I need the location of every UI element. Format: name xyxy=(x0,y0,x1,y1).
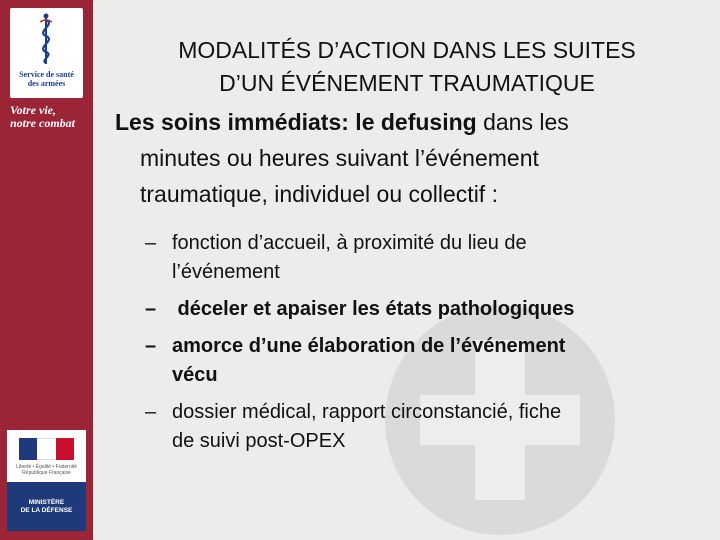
logo-caption: Service de santé des armées xyxy=(19,70,74,88)
bullet-dash: – xyxy=(145,335,157,357)
caduceus-icon xyxy=(10,8,83,70)
bullet-line: l’événement xyxy=(172,261,280,283)
ministry-logo xyxy=(7,430,86,531)
slide-title xyxy=(112,34,702,100)
list-item xyxy=(145,295,705,324)
motto-line: notre combat xyxy=(10,116,75,130)
motto-line: Votre vie, xyxy=(10,103,56,117)
title-line: D’UN ÉVÉNEMENT TRAUMATIQUE xyxy=(219,70,595,96)
list-item xyxy=(145,398,705,456)
bullet-line: fonction d’accueil, à proximité du lieu de xyxy=(172,232,527,254)
marianne-flag-icon xyxy=(19,438,74,460)
bullet-line: vécu xyxy=(172,364,218,386)
sidebar xyxy=(0,0,93,540)
motto xyxy=(10,104,90,130)
ministry-banner xyxy=(7,482,86,531)
intro-line: minutes ou heures suivant l’événement xyxy=(140,145,539,171)
bullet-line: amorce d’une élaboration de l’événement xyxy=(172,335,566,357)
title-line: MODALITÉS D’ACTION DANS LES SUITES xyxy=(178,37,636,63)
bullet-line: déceler et apaiser les états pathologiques xyxy=(172,298,575,320)
list-item xyxy=(145,229,705,287)
ministry-line: DE LA DÉFENSE xyxy=(20,506,73,514)
bullet-list xyxy=(145,229,705,464)
list-item xyxy=(145,332,705,390)
intro-line xyxy=(115,104,705,140)
ministry-line: MINISTÈRE xyxy=(28,498,65,506)
bullet-line: de suivi post-OPEX xyxy=(172,430,346,452)
intro-rest: dans les xyxy=(476,109,569,135)
intro-bold: Les soins immédiats: le defusing xyxy=(115,109,477,135)
bullet-dash: – xyxy=(145,232,157,254)
intro-paragraph xyxy=(115,104,705,212)
bullet-dash: – xyxy=(145,298,157,320)
bullet-line: dossier médical, rapport circonstancié, fiche xyxy=(172,401,562,423)
republique-text: Liberté • Égalité • Fraternité République Française xyxy=(15,464,78,476)
service-de-sante-logo xyxy=(10,8,83,98)
intro-line: traumatique, individuel ou collectif : xyxy=(140,181,498,207)
bullet-dash: – xyxy=(145,401,157,423)
